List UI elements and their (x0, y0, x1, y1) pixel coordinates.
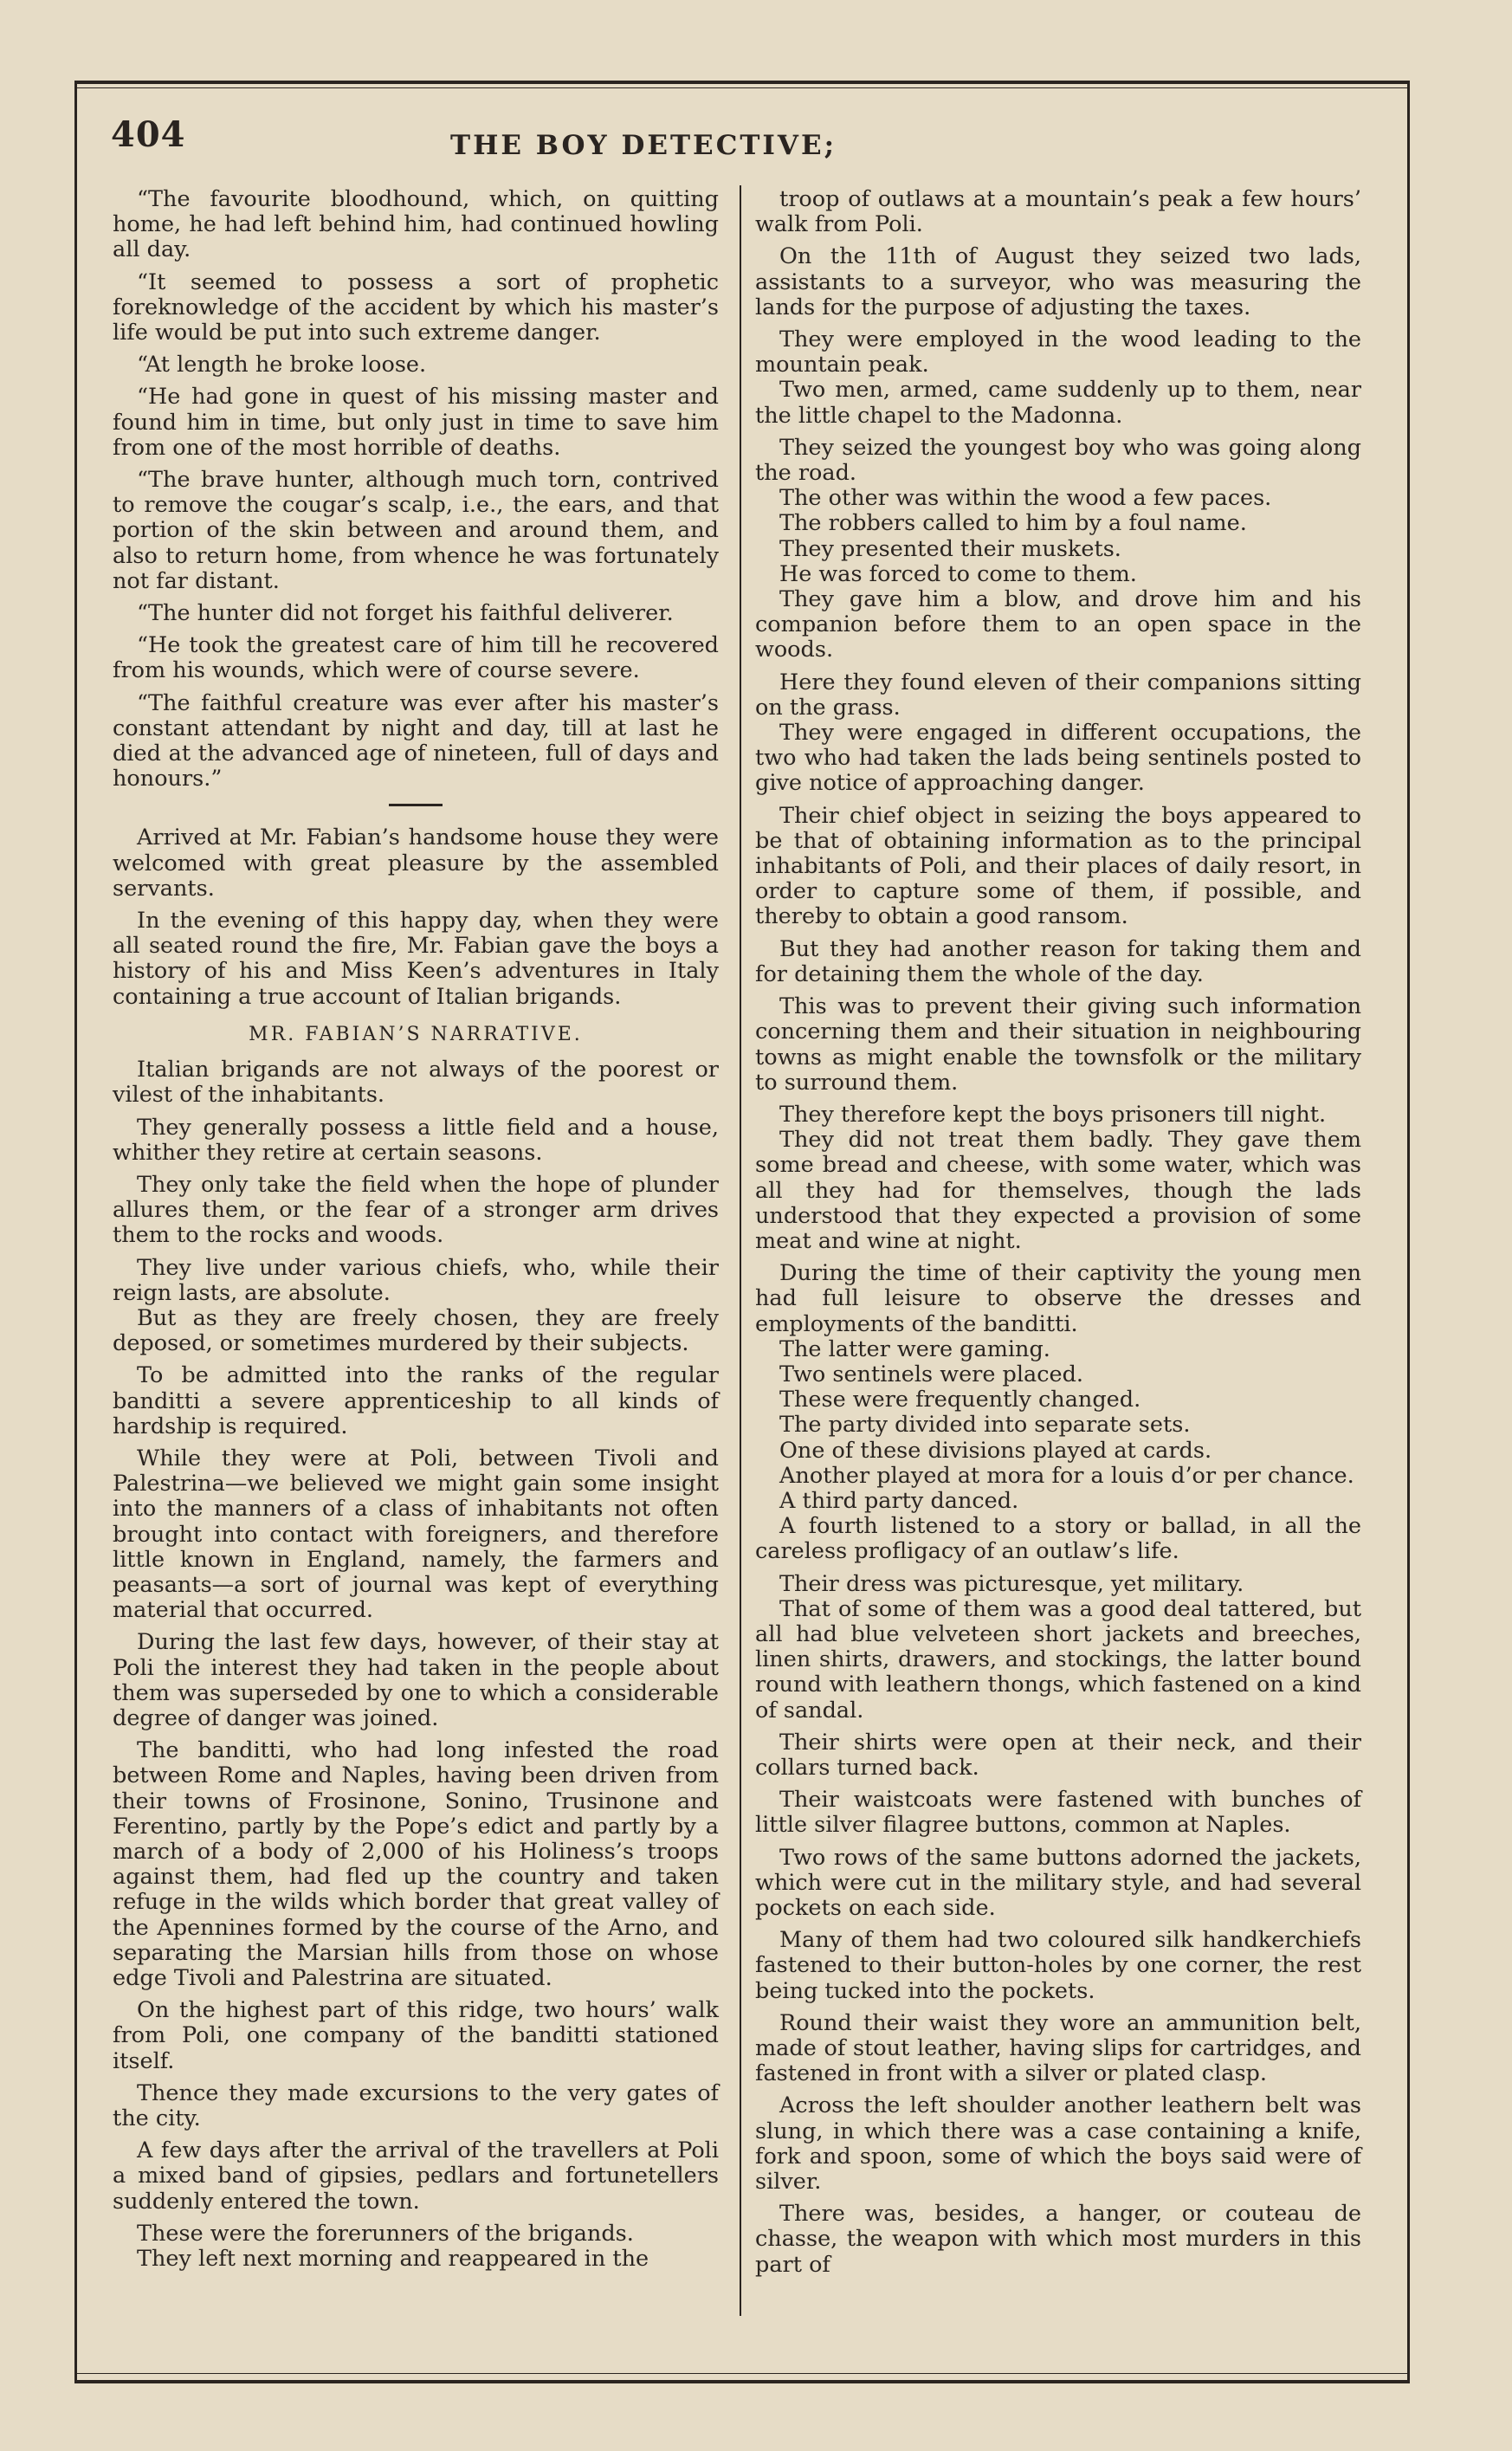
paragraph: This was to prevent their giving such information concerning them and their situation in neighbouring towns as might enable the townsfolk or the military to surround them. (755, 993, 1361, 1096)
paragraph: troop of outlaws at a mountain’s peak a few hours’ walk from Poli. (755, 186, 1361, 238)
paragraph: He was forced to come to them. (779, 560, 1137, 587)
paragraph: They live under various chiefs, who, while their reign lasts, are absolute. (113, 1254, 719, 1306)
paragraph: The other was within the wood a few paces. (779, 485, 1272, 512)
section-heading: MR. FABIAN’S NARRATIVE. (249, 1023, 583, 1045)
paragraph: “The brave hunter, although much torn, contrived to remove the cougar’s scalp, i.e., the ears, and that portion of the skin between and around them, and also to return home, from whence he was fortunately not far distant. (113, 467, 719, 594)
paragraph: Two rows of the same buttons adorned the jackets, which were cut in the military style, and had several pockets on each side. (755, 1844, 1361, 1921)
paragraph: They gave him a blow, and drove him and his companion before them to an open space in the woods. (755, 586, 1361, 663)
paragraph: They presented their muskets. (779, 535, 1121, 562)
paragraph: Their chief object in seizing the boys appeared to be that of obtaining information as to the principal inhabitants of Poli, and their places of daily resort, in order to capture some of them, if possible, and thereby to obtain a good ransom. (755, 802, 1361, 930)
paragraph: One of these divisions played at cards. (779, 1437, 1212, 1464)
paragraph: The banditti, who had long infested the road between Rome and Naples, having been driven from their towns of Frosinone, Sonino, Trusinone and Ferentino, partly by the Pope’s edict and partly by a march of a body of 2,000 of his Holiness’s troops against them, had fled up the country and taken refuge in the wilds which border that great valley of the Apennines formed by the course of the Arno, and separating the Marsian hills from those on whose edge Tivoli and Palestrina are situated. (113, 1737, 719, 1991)
bottom-border-rule (74, 2380, 1410, 2383)
paragraph: That of some of them was a good deal tattered, but all had blue velveteen short jackets and breeches, linen shirts, drawers, and stockings, the latter bound round with leathern thongs, which fastened on a kind of sandal. (755, 1595, 1361, 1723)
paragraph: A third party danced. (779, 1487, 1019, 1514)
paragraph: To be admitted into the ranks of the regular banditti a severe apprenticeship to all kinds of hardship is required. (113, 1362, 719, 1439)
paragraph: Two men, armed, came suddenly up to them, near the little chapel to the Madonna. (755, 377, 1361, 429)
paragraph: While they were at Poli, between Tivoli and Palestrina—we believed we might gain some insight into the manners of a class of inhabitants not often brought into contact with foreigners, and therefore little known in England, namely, the farmers and peasants—a sort of journal was kept of everything material that occurred. (113, 1445, 719, 1624)
bottom-border-rule-thin (74, 2373, 1410, 2374)
paragraph: “The favourite bloodhound, which, on quitting home, he had left behind him, had continued howling all day. (113, 186, 719, 263)
paragraph: They only take the field when the hope of plunder allures them, or the fear of a stronger arm drives them to the rocks and woods. (113, 1171, 719, 1249)
paragraph: Their shirts were open at their neck, and their collars turned back. (755, 1729, 1361, 1781)
paragraph: During the last few days, however, of their stay at Poli the interest they had taken in the people about them was superseded by one to which a considerable degree of danger was joined. (113, 1629, 719, 1731)
paragraph: These were frequently changed. (779, 1387, 1141, 1413)
paragraph: Their waistcoats were fastened with bunches of little silver filagree buttons, common at Naples. (755, 1787, 1361, 1839)
section-divider (389, 804, 443, 806)
paragraph: “At length he broke loose. (137, 352, 427, 378)
paragraph: Arrived at Mr. Fabian’s handsome house they were welcomed with great pleasure by the assembled servants. (113, 825, 719, 902)
paragraph: Another played at mora for a louis d’or per chance. (779, 1462, 1354, 1489)
paragraph: They left next morning and reappeared in the (137, 2246, 649, 2273)
paragraph: “He took the greatest care of him till he recovered from his wounds, which were of course severe. (113, 632, 719, 684)
paragraph: These were the forerunners of the brigands. (137, 2220, 634, 2247)
paragraph: Italian brigands are not always of the poorest or vilest of the inhabitants. (113, 1057, 719, 1109)
paragraph: They were employed in the wood leading to the mountain peak. (755, 327, 1361, 378)
paragraph: “It seemed to possess a sort of prophetic foreknowledge of the accident by which his master’s life would be put into such extreme danger. (113, 268, 719, 346)
paragraph: They seized the youngest boy who was going along the road. (755, 434, 1361, 487)
paragraph: But as they are freely chosen, they are freely deposed, or sometimes murdered by their subjects. (113, 1304, 719, 1357)
paragraph: Round their waist they wore an ammunition belt, made of stout leather, having slips for cartridges, and fastened in front with a silver or plated clasp. (755, 2009, 1361, 2087)
paragraph: They generally possess a little field and a house, whither they retire at certain seasons. (113, 1114, 719, 1166)
running-title: THE BOY DETECTIVE; (450, 130, 837, 161)
paragraph: The party divided into separate sets. (779, 1412, 1191, 1439)
paragraph: Here they found eleven of their companions sitting on the grass. (755, 669, 1361, 721)
paragraph: During the time of their captivity the young men had full leisure to observe the dresses and employments of the banditti. (755, 1260, 1361, 1337)
paragraph: But they had another reason for taking them and for detaining them the whole of the day. (755, 935, 1361, 987)
paragraph: “The faithful creature was ever after his master’s constant attendant by night and day, till at last he died at the advanced age of nineteen, full of days and honours.” (113, 689, 719, 792)
paragraph: On the highest part of this ridge, two hours’ walk from Poli, one company of the banditti stationed itself. (113, 1997, 719, 2074)
left-column (113, 187, 719, 2279)
paragraph: The robbers called to him by a foul name. (779, 510, 1247, 537)
paragraph: In the evening of this happy day, when they were all seated round the fire, Mr. Fabian gave the boys a history of his and Miss Keen’s adventures in Italy containing a true account of Italian brigands. (113, 908, 719, 1010)
paragraph: On the 11th of August they seized two lads, assistants to a surveyor, who was measuring the lands for the purpose of adjusting the taxes. (755, 243, 1361, 320)
paragraph: They were engaged in different occupations, the two who had taken the lads being sentinels posted to give notice of approaching danger. (755, 720, 1361, 797)
column-divider (740, 185, 741, 2316)
paragraph: “He had gone in quest of his missing master and found him in time, but only just in time to save him from one of the most horrible of deaths. (113, 384, 719, 461)
paragraph: The latter were gaming. (779, 1335, 1050, 1362)
paragraph: They therefore kept the boys prisoners till night. (779, 1101, 1327, 1128)
paragraph: A fourth listened to a story or ballad, in all the careless profligacy of an outlaw’s life. (755, 1513, 1361, 1565)
paragraph: Thence they made excursions to the very gates of the city. (113, 2079, 719, 2132)
page-number: 404 (111, 114, 186, 155)
paragraph: Two sentinels were placed. (779, 1361, 1084, 1387)
paragraph: They did not treat them badly. They gave them some bread and cheese, with some water, which was all they had for themselves, though the lads understood that they expected a provision of some meat and wine at night. (755, 1127, 1361, 1254)
paragraph: Their dress was picturesque, yet military. (779, 1570, 1244, 1597)
paragraph: A few days after the arrival of the travellers at Poli a mixed band of gipsies, pedlars and fortunetellers suddenly entered the town. (113, 2137, 719, 2215)
paragraph: Across the left shoulder another leathern belt was slung, in which there was a case containing a knife, fork and spoon, some of which the boys said were of silver. (755, 2092, 1361, 2196)
paragraph: “The hunter did not forget his faithful deliverer. (137, 600, 674, 627)
right-column (755, 187, 1361, 2285)
paragraph: There was, besides, a hanger, or couteau de chasse, the weapon with which most murders in this part of (755, 2201, 1361, 2278)
paragraph: Many of them had two coloured silk handkerchiefs fastened to their button-holes by one corner, the rest being tucked into the pockets. (755, 1927, 1361, 2004)
